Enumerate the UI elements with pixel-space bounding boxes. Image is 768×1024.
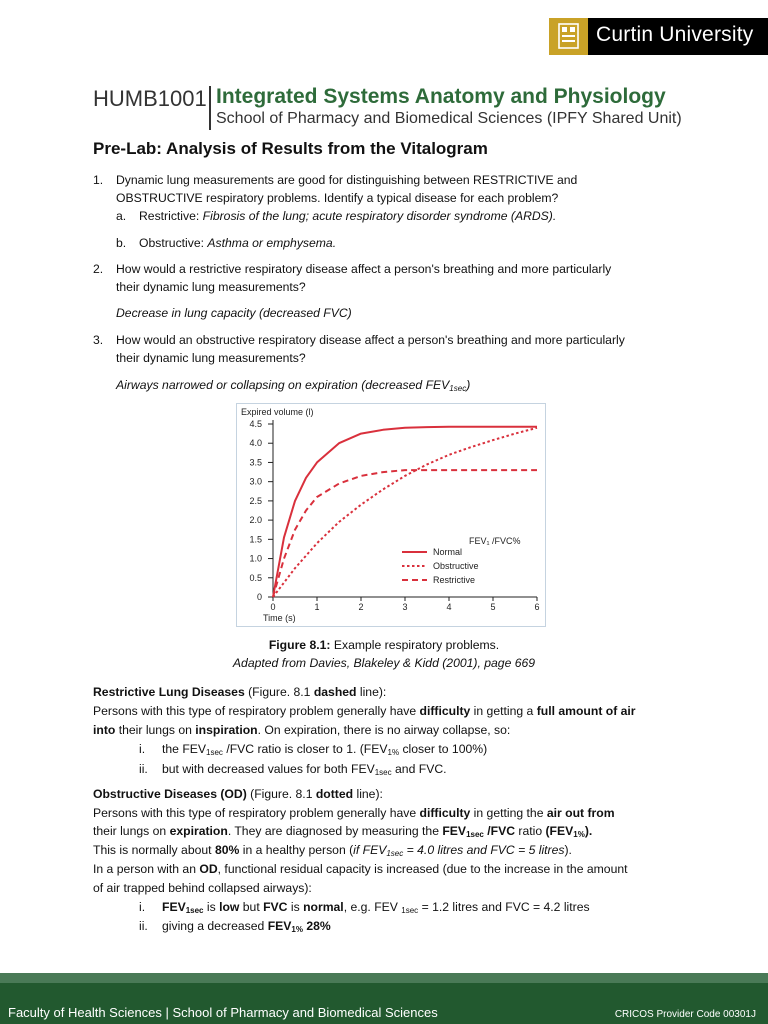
series-line-normal [273, 427, 537, 597]
footer-faculty: Faculty of Health Sciences | School of Pharmacy and Biomedical Sciences [8, 1005, 438, 1020]
footer-accent-bar [0, 973, 768, 983]
vitalogram-chart [237, 404, 545, 626]
footer [0, 983, 768, 1024]
figure-source: Adapted from Davies, Blakeley & Kidd (2001), page 669 [232, 656, 536, 670]
y-tick-label: 0.5 [249, 572, 262, 583]
y-tick-label: 3.5 [249, 457, 262, 468]
y-axis-label: Expired volume (l) [241, 407, 314, 417]
obstructive-item-ii-label: ii. [139, 919, 148, 933]
obstructive-para-line1: Persons with this type of respiratory problem generally have difficulty in getting the air out from [93, 806, 615, 820]
obstructive-para-line4: In a person with an OD, functional residual capacity is increased (due to the increase in the amount [93, 862, 628, 876]
legend-label-obstructive: Obstructive [433, 561, 479, 571]
curtin-logo [549, 18, 768, 55]
x-tick-label: 5 [490, 602, 496, 612]
q3-answer: Airways narrowed or collapsing on expiration (decreased $FEV_{1sec}$) [116, 378, 471, 393]
restrictive-item-i-label: i. [139, 742, 146, 756]
y-tick-label: 2.5 [249, 495, 262, 506]
legend-title: FEV₁ /FVC% [469, 536, 521, 546]
vitalogram-figure [236, 403, 546, 627]
x-tick-label: 2 [358, 602, 364, 612]
restrictive-para-line1: Persons with this type of respiratory problem generally have difficulty in getting a full amount of air [93, 704, 636, 718]
obstructive-item-i-label: i. [139, 900, 146, 914]
y-tick-label: 3.0 [249, 476, 262, 487]
restrictive-item-ii-label: ii. [139, 762, 148, 776]
restrictive-heading: Restrictive Lung Diseases (Figure. 8.1 dashed line): [93, 685, 387, 699]
q1a-label: a. [116, 209, 127, 223]
y-tick-label: 1.0 [249, 553, 262, 564]
q2-number: 2. [93, 262, 104, 276]
restrictive-item-ii: but with decreased values for both $FEV_{1sec}$ and FVC. [162, 762, 447, 777]
q1-line1: Dynamic lung measurements are good for distinguishing between RESTRICTIVE and [116, 173, 578, 187]
restrictive-para-line2: into their lungs on inspiration. On expiration, there is no airway collapse, so: [93, 723, 511, 737]
restrictive-item-i: the $FEV_{1sec}$ /FVC ratio is closer to 1. ($FEV_{1\%}$ closer to 100%) [162, 742, 488, 757]
header-divider [209, 86, 211, 130]
legend-label-normal: Normal [433, 547, 463, 557]
legend-label-restrictive: Restrictive [433, 575, 476, 585]
obstructive-para-line5: of air trapped behind collapsed airways): [93, 881, 312, 895]
q1b-answer: Obstructive: Asthma or emphysema. [139, 236, 337, 250]
obstructive-item-i: $FEV_{1sec}$ is low but FVC is normal, e.g. FEV $_{1sec}$ = 1.2 litres and FVC = 4.2 litres [162, 900, 590, 915]
y-tick-label: 0 [256, 592, 262, 602]
q1-line2: OBSTRUCTIVE respiratory problems. Identify a typical disease for each problem? [116, 191, 559, 205]
q2-line1: How would a restrictive respiratory disease affect a person's breathing and more particularly [116, 262, 612, 276]
q3-line1: How would an obstructive respiratory disease affect a person's breathing and more particularly [116, 333, 625, 347]
unit-code: HUMB1001 [93, 86, 207, 111]
q1b-label: b. [116, 236, 127, 250]
y-tick-label: 1.5 [249, 534, 262, 545]
q3-line2: their dynamic lung measurements? [116, 351, 306, 365]
y-tick-label: 4.0 [249, 438, 262, 449]
obstructive-para-line3: This is normally about 80% in a healthy person (if $FEV_{1sec} = 4.0$ litres and FVC = 5 litres). [93, 843, 572, 858]
x-tick-label: 6 [534, 602, 540, 612]
series-line-restrictive [273, 470, 537, 597]
x-tick-label: 3 [402, 602, 408, 612]
q2-line2: their dynamic lung measurements? [116, 280, 306, 294]
q2-answer: Decrease in lung capacity (decreased FVC) [116, 306, 352, 320]
x-tick-label: 0 [270, 602, 276, 612]
page-title: Pre-Lab: Analysis of Results from the Vitalogram [93, 139, 488, 158]
x-tick-label: 4 [446, 602, 452, 612]
figure-caption: Figure 8.1: Example respiratory problems. [268, 638, 500, 652]
unit-title: Integrated Systems Anatomy and Physiology [216, 85, 666, 108]
obstructive-item-ii: giving a decreased $FEV_{1\%}$ 28% [162, 919, 331, 934]
q1-number: 1. [93, 173, 104, 187]
series-line-obstructive [273, 428, 537, 597]
crest-icon [549, 18, 588, 55]
y-tick-label: 2.0 [249, 515, 262, 526]
q3-number: 3. [93, 333, 104, 347]
x-tick-label: 1 [314, 602, 320, 612]
obstructive-heading: Obstructive Diseases (OD) (Figure. 8.1 dotted line): [93, 787, 383, 801]
q1a-answer: Restrictive: Fibrosis of the lung; acute respiratory disorder syndrome (ARDS). [139, 209, 557, 223]
x-axis-label: Time (s) [263, 613, 296, 623]
obstructive-para-line2: their lungs on expiration. They are diagnosed by measuring the $FEV_{1sec}$ /FVC ratio $(FEV_{1\%})$. [93, 824, 593, 839]
footer-cricos: CRICOS Provider Code 00301J [614, 1009, 756, 1020]
school-name: School of Pharmacy and Biomedical Sciences (IPFY Shared Unit) [216, 110, 682, 127]
logo-text: Curtin University [596, 23, 754, 46]
y-tick-label: 4.5 [249, 419, 262, 429]
